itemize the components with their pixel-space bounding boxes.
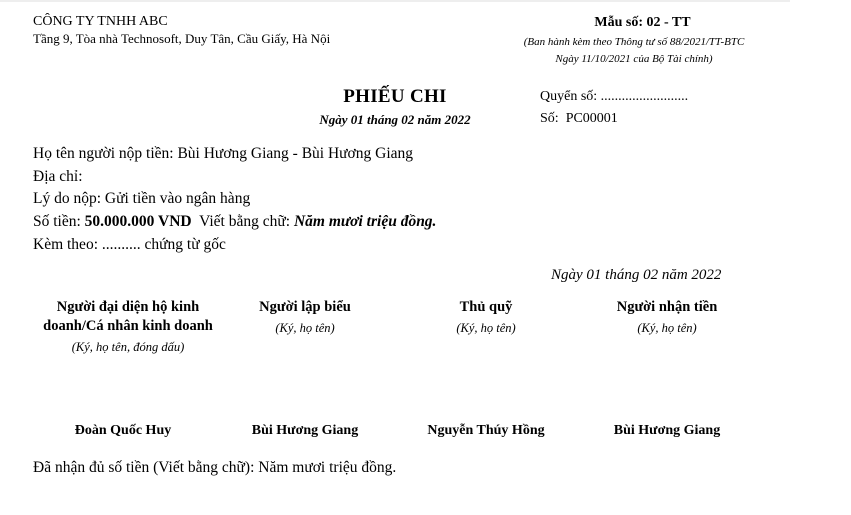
signature-name-recipient: Bùi Hương Giang <box>613 423 721 438</box>
reason-row <box>33 190 250 208</box>
payer-row <box>33 145 413 163</box>
signature-column-recipient <box>587 298 747 337</box>
company-address: Tầng 9, Tòa nhà Technosoft, Duy Tân, Cầu Giấy, Hà Nội <box>33 31 331 46</box>
payer-label: Họ tên người nộp tiền: <box>33 145 174 162</box>
attached-label: Kèm theo: <box>33 236 98 253</box>
signature-title: Người nhận tiền <box>616 299 718 315</box>
voucher-number-value: PC00001 <box>565 111 618 126</box>
signature-title: Người đại diện hộ kinh doanh/Cá nhân kinh doanh <box>43 299 213 334</box>
sign-date: Ngày 01 tháng 02 năm 2022 <box>551 267 722 283</box>
address-row <box>33 168 83 186</box>
address-label: Địa chỉ: <box>33 168 83 185</box>
signature-name-representative: Đoàn Quốc Huy <box>74 423 172 438</box>
book-number-value: ......................... <box>600 89 689 104</box>
signature-note: (Ký, họ tên, đóng dấu) <box>71 340 185 354</box>
top-border <box>0 0 790 2</box>
company-name: CÔNG TY TNHH ABC <box>33 14 168 29</box>
signature-column-cashier <box>406 298 566 337</box>
signature-note: (Ký, họ tên) <box>456 321 516 335</box>
attached-value: .......... <box>101 236 141 253</box>
amount-label: Số tiền: <box>33 213 81 230</box>
document-date: Ngày 01 tháng 02 năm 2022 <box>319 112 471 127</box>
book-number-label: Quyển số: <box>540 89 598 104</box>
signature-name-cashier: Nguyễn Thúy Hồng <box>427 423 545 438</box>
payer-value: Bùi Hương Giang - Bùi Hương Giang <box>177 145 414 162</box>
voucher-number-label: Số: <box>540 111 559 126</box>
amount-row <box>33 213 436 231</box>
book-number <box>540 89 688 105</box>
reason-label: Lý do nộp: <box>33 190 102 207</box>
received-confirmation: Đã nhận đủ số tiền (Viết bằng chữ): Năm mươi triệu đồng. <box>33 459 397 476</box>
form-basis-date: Ngày 11/10/2021 của Bộ Tài chính) <box>555 53 713 65</box>
signature-column-preparer <box>225 298 385 337</box>
document-title: PHIẾU CHI <box>343 86 447 107</box>
signature-title: Thủ quỹ <box>459 299 513 315</box>
voucher-number <box>540 111 618 127</box>
amount-value: 50.000.000 VND <box>84 213 192 230</box>
amount-words-value: Năm mươi triệu đồng. <box>293 213 437 230</box>
signature-note: (Ký, họ tên) <box>637 321 697 335</box>
signature-column-representative <box>38 298 218 356</box>
signature-name-preparer: Bùi Hương Giang <box>251 423 359 438</box>
form-basis: (Ban hành kèm theo Thông tư số 88/2021/TT-BTC <box>523 36 745 48</box>
amount-words-label: Viết bằng chữ: <box>199 213 291 230</box>
form-code: Mẫu số: 02 - TT <box>594 15 691 30</box>
reason-value: Gửi tiền vào ngân hàng <box>104 190 251 207</box>
signature-title: Người lập biểu <box>259 299 351 315</box>
attached-suffix: chứng từ gốc <box>144 236 226 253</box>
signature-note: (Ký, họ tên) <box>275 321 335 335</box>
attached-row <box>33 236 226 254</box>
